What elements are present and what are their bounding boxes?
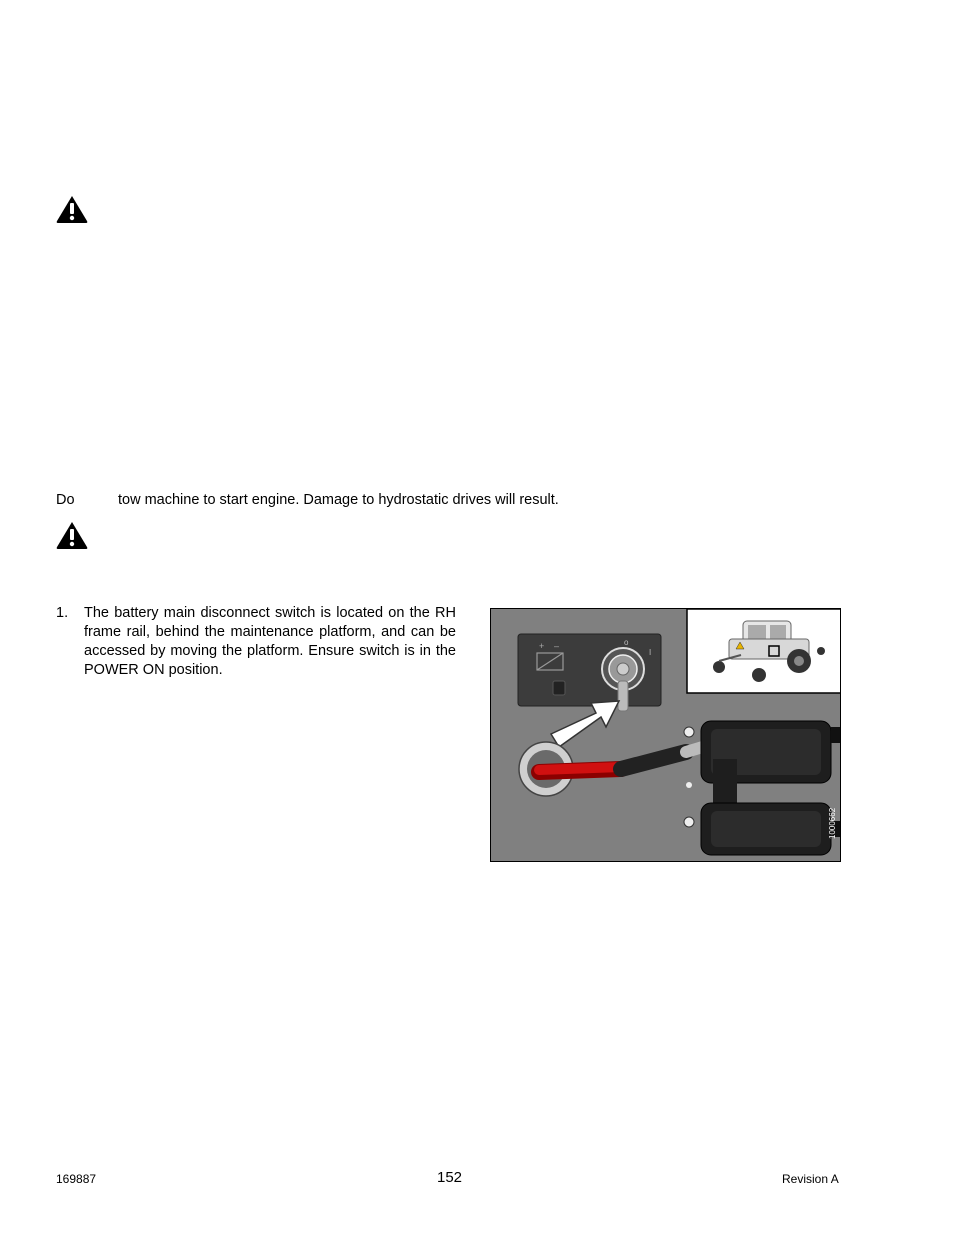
svg-text:I: I (649, 648, 652, 657)
notice-text: tow machine to start engine. Damage to hydrostatic drives will result. (118, 492, 559, 508)
svg-text:–: – (554, 641, 560, 651)
doc-number: 169887 (56, 1172, 97, 1186)
step-number: 1. (56, 605, 69, 621)
notice-do-word: Do (56, 492, 75, 508)
step-text: The battery main disconnect switch is located on the RH frame rail, behind the maintenance platform, and can be accessed by moving the platform. Ensure switch is in the POWER ON position. (84, 605, 456, 678)
page-number: 152 (437, 1169, 463, 1186)
warning-triangle-icon (55, 194, 89, 224)
battery-disconnect-figure (490, 608, 841, 862)
figure-id: 1000662 (828, 807, 837, 839)
warning-triangle-icon (55, 520, 89, 550)
svg-text:o: o (624, 638, 629, 647)
svg-text:+: + (539, 641, 545, 651)
revision: Revision A (782, 1172, 839, 1186)
